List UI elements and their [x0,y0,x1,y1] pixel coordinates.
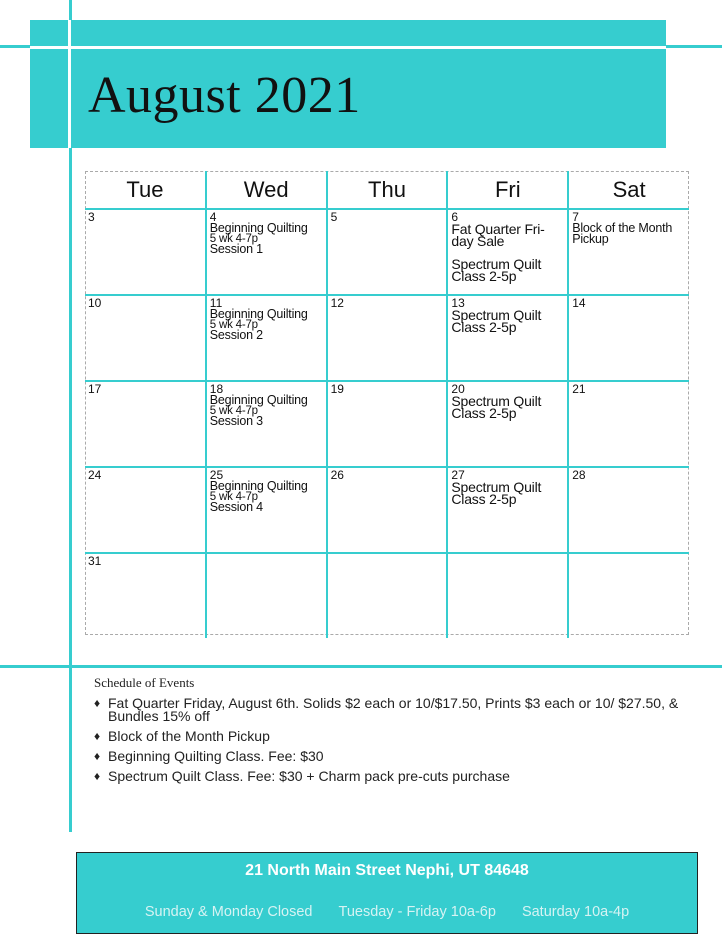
day-cell [447,295,568,381]
day-cell [327,553,448,638]
day-cell [85,209,206,295]
day-number: 28 [572,468,586,482]
header-vertical-divider [68,20,71,148]
event-text: Spectrum Quilt [451,393,542,409]
footer-box [76,852,698,934]
left-rule [0,45,30,48]
day-number: 19 [330,382,344,396]
day-cell [85,295,206,381]
event-text: 5 wk 4-7p [209,404,258,417]
day-cell [206,209,327,295]
schedule-item-text: Block of the Month Pickup [108,728,270,744]
weekday-header: Tue [85,171,206,209]
event-text: Spectrum Quilt [451,307,542,323]
day-cell [206,467,327,553]
day-cell [206,553,327,638]
right-rule [666,45,722,48]
event-text: Beginning Quilting [209,393,308,407]
day-cell [327,467,448,553]
footer-address: 21 North Main Street Nephi, UT 84648 [245,862,529,879]
event-text: Beginning Quilting [209,221,308,235]
schedule-item-text: Spectrum Quilt Class. Fee: $30 + Charm pack pre-cuts purchase [108,768,510,784]
day-number: 6 [451,210,459,224]
header-divider [30,46,666,49]
event-text: Spectrum Quilt [451,256,542,272]
day-cell [568,209,689,295]
event-text: Beginning Quilting [209,307,308,321]
event-text: Session 4 [209,499,263,514]
list-item [94,770,694,783]
diamond-bullet-icon: ♦ [94,696,101,710]
day-cell [568,381,689,467]
day-cell [327,295,448,381]
day-number: 12 [330,296,344,310]
diamond-bullet-icon: ♦ [94,769,101,783]
calendar-header-row [85,171,689,209]
event-text: Session 2 [209,327,263,342]
footer-hours [77,904,697,920]
vertical-rule-top [69,0,72,20]
page-title: August 2021 [88,67,361,124]
day-number: 5 [330,210,338,224]
calendar-grid [85,171,689,638]
day-cell [447,381,568,467]
day-cell [568,295,689,381]
event-text: Class 2-5p [451,268,517,284]
event-text: Pickup [572,231,609,246]
event-text: Session 1 [209,241,263,256]
calendar-week [85,553,689,638]
event-text: 5 wk 4-7p [209,232,258,245]
weekday-header: Thu [327,171,448,209]
day-cell [327,209,448,295]
event-text: 5 wk 4-7p [209,490,258,503]
day-cell [85,381,206,467]
day-number: 26 [330,468,344,482]
weekday-header: Fri [447,171,568,209]
calendar-week [85,467,689,553]
event-text: 5 wk 4-7p [209,318,258,331]
day-number: 24 [88,468,102,482]
day-number: 13 [451,296,465,310]
section-rule [0,665,722,668]
day-number: 20 [451,382,465,396]
event-text: Spectrum Quilt [451,479,542,495]
event-text: day Sale [451,233,505,249]
event-text: Class 2-5p [451,491,517,507]
event-text: Class 2-5p [451,319,517,335]
weekday-header: Sat [568,171,689,209]
schedule-item-text: Beginning Quilting Class. Fee: $30 [108,748,324,764]
day-number: 14 [572,296,586,310]
event-text: Session 3 [209,413,263,428]
day-cell [85,467,206,553]
list-item [94,697,694,723]
day-number: 18 [209,382,224,396]
day-cell [447,553,568,638]
day-cell [568,553,689,638]
day-number: 11 [209,296,223,310]
calendar-week [85,209,689,295]
schedule-title: Schedule of Events [94,675,195,690]
list-item [94,730,694,743]
day-number: 10 [88,296,102,310]
list-item [94,750,694,763]
weekday-header: Wed [206,171,327,209]
day-cell [85,553,206,638]
day-cell [568,467,689,553]
diamond-bullet-icon: ♦ [94,729,101,743]
schedule-list [94,697,694,790]
event-text: Beginning Quilting [209,479,308,493]
day-cell [447,467,568,553]
day-number: 27 [451,468,465,482]
day-number: 21 [572,382,586,396]
day-number: 3 [88,210,95,224]
day-cell [206,295,327,381]
day-number: 31 [88,554,102,568]
vertical-rule [69,148,72,832]
schedule-item-text: Fat Quarter Friday, August 6th. Solids $2 each or 10/$17.50, Prints $3 each or 10/ $27.50, & Bundles 15% off [108,695,679,724]
day-number: 25 [209,468,224,482]
day-cell [327,381,448,467]
event-text: Fat Quarter Fri- [451,221,545,237]
calendar-week [85,295,689,381]
diamond-bullet-icon: ♦ [94,749,101,763]
day-number: 17 [88,382,102,396]
hours-text: Sunday & Monday Closed [144,904,313,920]
day-number: 4 [209,210,217,224]
day-cell [447,209,568,295]
hours-text: Tuesday - Friday 10a-6p [338,904,496,920]
calendar-week [85,381,689,467]
day-number: 7 [572,210,579,224]
hours-text: Saturday 10a-4p [521,904,630,920]
event-text: Block of the Month [572,221,673,235]
event-text: Class 2-5p [451,405,517,421]
day-cell [206,381,327,467]
